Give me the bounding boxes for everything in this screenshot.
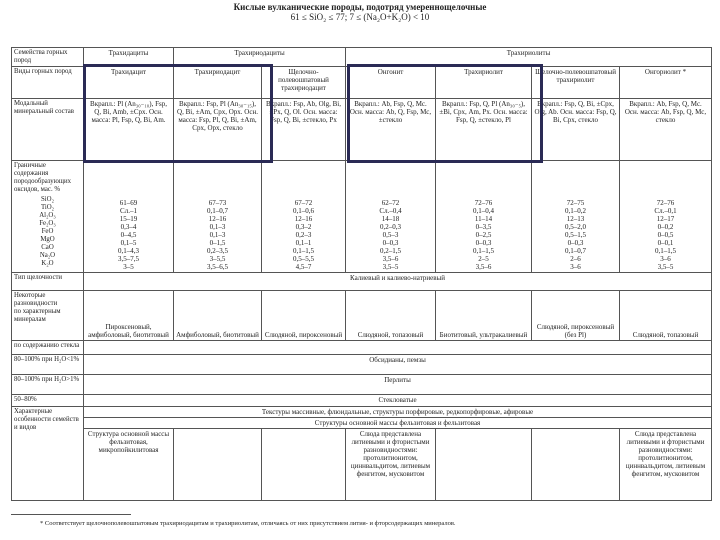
variety-cell: Слюдяной, пироксеновый (262, 291, 346, 341)
chem-cell: 72–76 0,1–0,4 11–14 0–3,5 0–2,5 0–0,3 0,1–1,5 2–5 3,5–6 (436, 161, 532, 273)
family-trachydacites: Трахидациты (84, 48, 174, 67)
glass-r1-label: 80–100% при H₂O<1% (12, 355, 84, 375)
species-alkali-trachyrhyodacite: Щелочно-полевошпатовый трахириодацит (262, 67, 346, 99)
glass-r2-label: 80–100% при H₂O>1% (12, 375, 84, 395)
glass-r1-value: Обсидианы, пемзы (84, 355, 712, 375)
features-label: Характерные особенности семейств и видов (12, 407, 84, 501)
structure-empty (262, 429, 346, 501)
structure-empty (532, 429, 620, 501)
alkalinity-row (12, 273, 712, 291)
mineral-cell: Вкрапл.: Ab, Fsp, Q, Mc. Осн. масса: Ab, Fsp, Q, Mc, стекло (620, 99, 712, 161)
footnote: * Соответствует щелочнополевошпатовым трахириодацитам и трахириолитам, отличаясь от них присутствием лития- и фторсодержащих минералов. (40, 520, 456, 527)
classification-table (11, 47, 712, 501)
variety-cell: Слюдяной, топазовый (620, 291, 712, 341)
family-trachyrhyolites: Трахириолиты (346, 48, 712, 67)
textures-value: Текстуры массивные, флюидальные, структуры порфировые, редкопорфировые, афировые (84, 407, 712, 418)
structure-col1: Структура основной массы фельзитовая, микропойкилитовая (84, 429, 174, 501)
mineral-cell: Вкрапл.: Fsp, Pl (An₃₀₋₁₅), Q, Bi, ±Am, Срх, Орх. Осн. масса: Fsp, Pl, Q, Bi, ±Am, Срх, Орх, стекло (174, 99, 262, 161)
variety-cell: Амфиболовый, биотитовый (174, 291, 262, 341)
mineral-cell: Вкрапл.: Fsp, Ab, Olg, Bi, ±Рх, Q, Ol. Осн. масса: Fsp, Q, Bi, ±стекло, Рх (262, 99, 346, 161)
chem-cell: 61–69 Сл.–1 15–19 0,3–4 0–4,5 0,1–5 0,1–4,3 3,5–7,5 3–5 (84, 161, 174, 273)
alkalinity-value: Калиевый и калиево-натриевый (84, 273, 712, 291)
chemistry-row (12, 161, 712, 273)
varieties-label (12, 291, 84, 341)
structure-empty (436, 429, 532, 501)
structure-col7: Слюда представлена литиевыми и фтористыми разновидностями: протолитионитом, циннвальдитом, литиевым фенгитом, мусковитом (620, 429, 712, 501)
structure-col4: Слюда представлена литиевыми и фтористыми разновидностями: протолитионитом, циннвальдитом, литиевым фенгитом, мусковитом (346, 429, 436, 501)
families-row (12, 48, 712, 67)
chem-cell: 67–72 0,1–0,6 12–16 0,3–2 0,2–3 0,1–1 0,1–1,5 0,5–5,5 4,5–7 (262, 161, 346, 273)
variety-cell: Пироксеновый, амфиболовый, биотитовый (84, 291, 174, 341)
glass-empty (84, 341, 712, 355)
species-row (12, 67, 712, 99)
chemistry-label-text: Граничные содержания породообразующих оксидов, мас. % (14, 162, 72, 193)
glass-row (12, 341, 712, 355)
varieties-row (12, 291, 712, 341)
mineral-row (12, 99, 712, 161)
table-title (0, 2, 720, 22)
family-trachyrhyodacites: Трахириодациты (174, 48, 346, 67)
species-trachyrhyolite: Трахириолит (436, 67, 532, 99)
glass-r2-value: Перлиты (84, 375, 712, 395)
title-line-2: 61 ≤ SiO₂ ≤ 77; 7 ≤ (Na₂O+K₂O) < 10 (290, 12, 430, 22)
glass-r3-value: Стекловатые (84, 395, 712, 407)
species-alkali-trachyrhyolite: Щелочно-полевошпатовый трахириолит (532, 67, 620, 99)
variety-cell: Биотитовый, ультракалиевый (436, 291, 532, 341)
species-trachydacite: Трахидацит (84, 67, 174, 99)
mineral-label: Модальный минеральный состав (12, 99, 84, 161)
mineral-cell: Вкрапл.: Fsp, Q, Bi, ±Срх, Olg, Ab. Осн. масса: Fsp, Q, Bi, Срх, стекло (532, 99, 620, 161)
chem-cell: 72–76 Сл.–0,1 12–17 0–0,2 0–0,5 0–0,1 0,1–1,5 3–6 3,5–5 (620, 161, 712, 273)
variety-cell: Слюдяной, пироксеновый (без Pl) (532, 291, 620, 341)
chem-cell: 67–73 0,1–0,7 12–16 0,1–3 0,1–3 0–1,5 0,2–3,5 3–5,5 3,5–6,5 (174, 161, 262, 273)
glass-r3-label: 50–80% (12, 395, 84, 407)
glass-label: по содержанию стекла (12, 341, 84, 355)
structure-empty (174, 429, 262, 501)
mica-row (12, 429, 712, 501)
families-label: Семейства горных пород (12, 48, 84, 67)
species-trachyrhyodacite: Трахириодацит (174, 67, 262, 99)
footnote-rule (11, 514, 131, 515)
variety-cell: Слюдяной, топазовый (346, 291, 436, 341)
species-ongonite: Онгонит (346, 67, 436, 99)
mineral-cell: Вкрапл.: Ab, Fsp, Q, Mc. Осн. масса: Ab, Q, Fsp, Mc, ±стекло (346, 99, 436, 161)
title-line-1: Кислые вулканические породы, подотряд умереннощелочные (233, 2, 487, 12)
mineral-cell: Вкрапл.: Pl (An₃₀₋₁₀), Fsp, Q, Bi, Amb, ±Срх. Осн. масса: Pl, Fsp, Q, Bi, Am. (84, 99, 174, 161)
groundmass-value: Структуры основной массы фельзитовая и фельзитовая (84, 418, 712, 429)
varieties-label-1: Некоторые разновидности (14, 292, 58, 307)
oxide-list: SiO₂ TiO₂ Al₂O₃ Fe₂O₃ FeO MgO CaO Na₂O K₂O (39, 196, 56, 267)
chemistry-label (12, 161, 84, 273)
groundmass-row (12, 418, 712, 429)
mineral-cell: Вкрапл.: Fsp, Q, Pl (An₃₀₋₅), ±Bi, Срх, Am, Рх. Осн. масса: Fsp, Q, ±стекло, Pl (436, 99, 532, 161)
textures-row (12, 407, 712, 418)
species-ongorhyolite: Онгориолит * (620, 67, 712, 99)
alkalinity-label: Тип щелочности (12, 273, 84, 291)
glass-row-2 (12, 375, 712, 395)
species-label: Виды горных пород (12, 67, 84, 99)
glass-row-1 (12, 355, 712, 375)
varieties-label-2: по характерным минералам (14, 308, 61, 323)
chem-cell: 72–75 0,1–0,2 12–13 0,5–2,0 0,5–1,5 0–0,3 0,1–0,7 2–6 3–6 (532, 161, 620, 273)
chem-cell: 62–72 Сл.–0,4 14–18 0,2–0,3 0,5–3 0–0,3 0,2–1,5 3,5–6 3,5–5 (346, 161, 436, 273)
glass-row-3 (12, 395, 712, 407)
